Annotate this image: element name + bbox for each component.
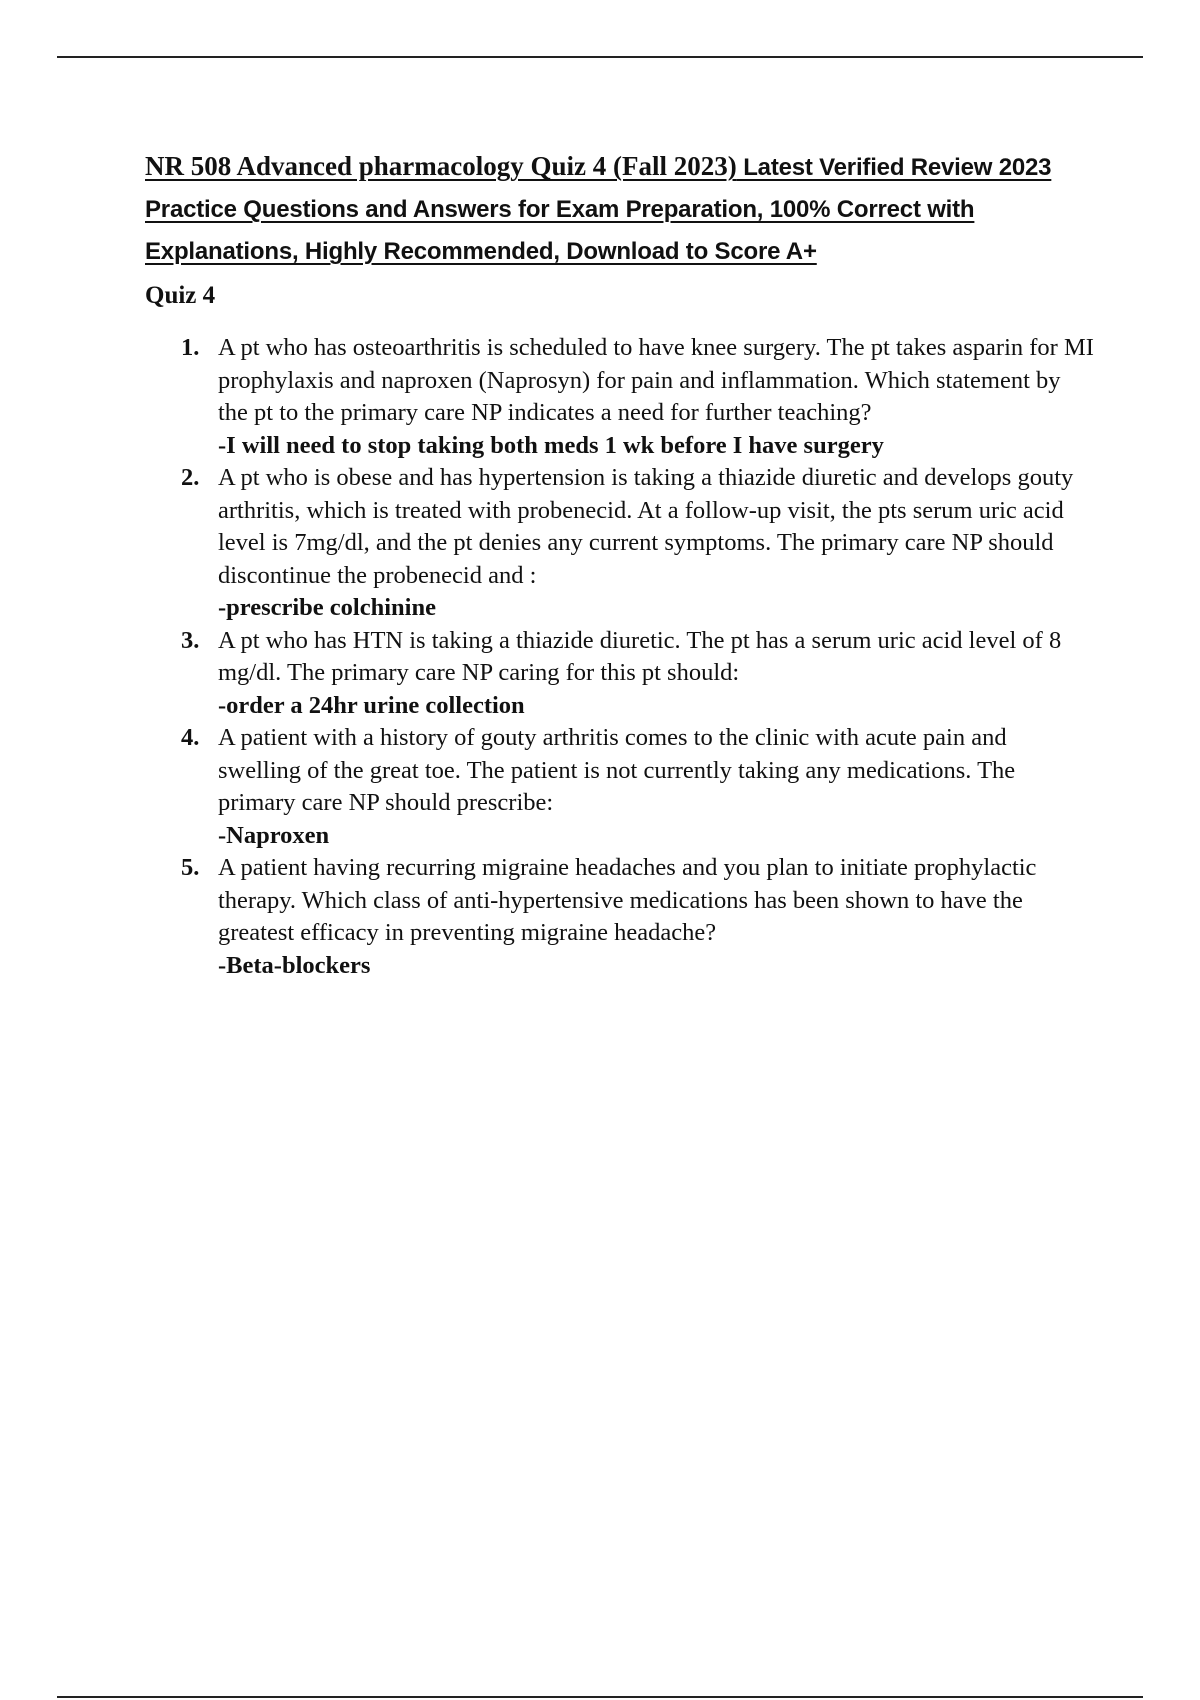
- question-answer: -order a 24hr urine collection: [218, 691, 525, 719]
- question-number: 3.: [181, 626, 200, 654]
- question-item: [175, 625, 1095, 723]
- question-answer: -Naproxen: [218, 821, 330, 849]
- question-text: A pt who is obese and has hypertension is taking a thiazide diuretic and develops gouty arthritis, which is treated with probenecid. At a follow-up visit, the pts serum uric acid level is 7mg/dl, and the pt denies any current symptoms. The primary care NP should discontinue the probenecid and :: [218, 464, 1074, 589]
- document-title: [145, 146, 1095, 272]
- top-rule: [57, 56, 1143, 58]
- question-number: 1.: [181, 334, 200, 361]
- question-text: A pt who has HTN is taking a thiazide diuretic. The pt has a serum uric acid level of 8 mg/dl. The primary care NP caring for this pt should:: [218, 626, 1062, 686]
- question-number: 2.: [181, 464, 200, 491]
- question-number: 5.: [181, 854, 200, 881]
- question-text: A patient having recurring migraine headaches and you plan to initiate prophylactic therapy. Which class of anti-hypertensive medications has been shown to have the greatest efficacy in preventing migraine headache?: [218, 854, 1037, 946]
- question-item: [175, 722, 1095, 852]
- question-answer: -Beta-blockers: [218, 951, 371, 979]
- bottom-rule: [57, 1696, 1143, 1698]
- question-item: [175, 462, 1095, 625]
- question-answer: -prescribe colchinine: [218, 594, 436, 621]
- question-answer: -I will need to stop taking both meds 1 wk before I have surgery: [218, 431, 884, 459]
- document-title-part-2: Latest Verified Review 2023 Practice Questions and Answers for Exam Preparation, 100% Correct with Explanations, Highly Recommended, Download to Score A+: [145, 154, 1052, 265]
- question-item: [175, 852, 1095, 982]
- question-text: A patient with a history of gouty arthritis comes to the clinic with acute pain and swelling of the great toe. The patient is not currently taking any medications. The primary care NP should prescribe:: [218, 724, 1016, 816]
- question-list: [175, 332, 1095, 982]
- question-text: A pt who has osteoarthritis is scheduled to have knee surgery. The pt takes asparin for MI prophylaxis and naproxen (Naprosyn) for pain and inflammation. Which statement by the pt to the primary care NP indicates a need for further teaching?: [218, 334, 1094, 426]
- question-number: 4.: [181, 724, 200, 751]
- section-heading: Quiz 4: [145, 282, 216, 309]
- document-title-part-1: NR 508 Advanced pharmacology Quiz 4 (Fall 2023): [145, 151, 737, 181]
- question-item: [175, 332, 1095, 462]
